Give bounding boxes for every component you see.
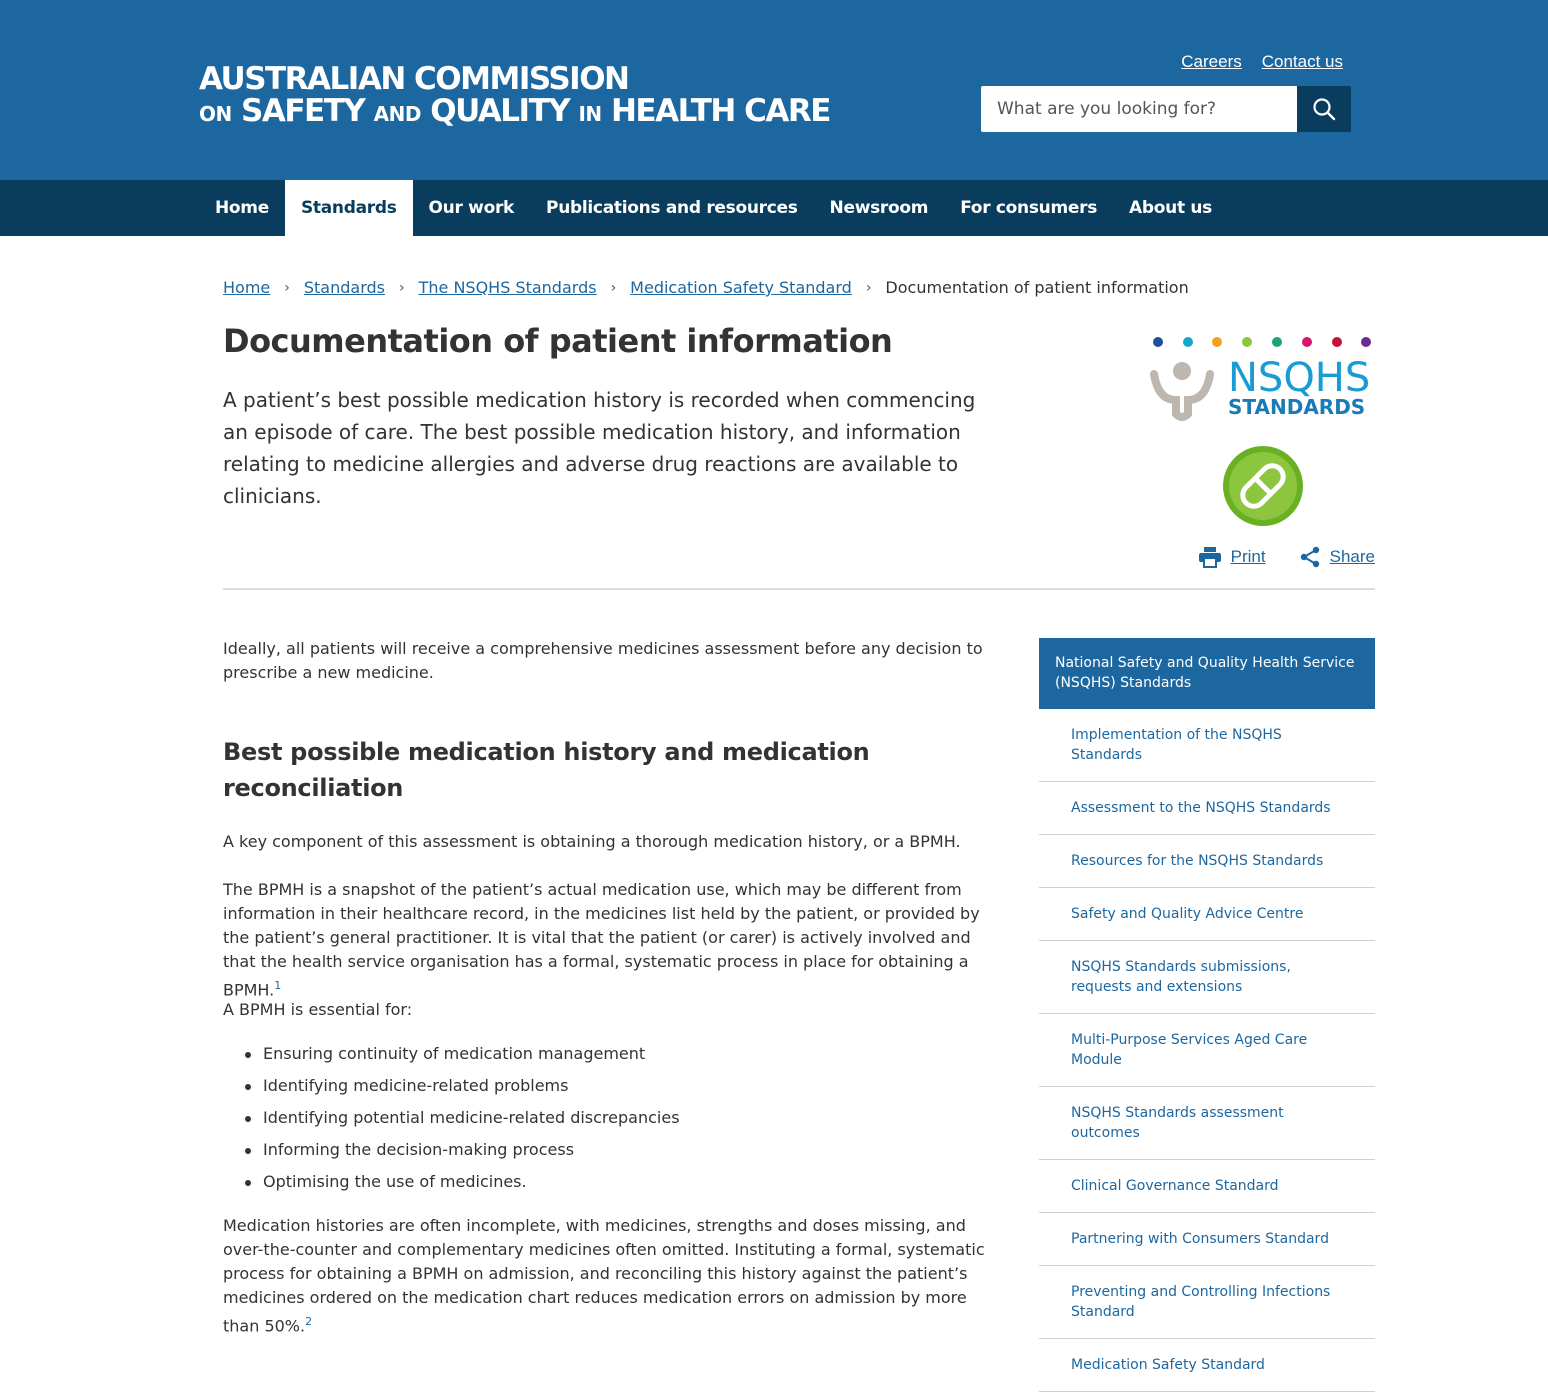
sidebar-item-advice-centre[interactable]: Safety and Quality Advice Centre bbox=[1039, 888, 1375, 941]
paragraph-text: Medication histories are often incomplete, with medicines, strengths and doses missing, and over-the-counter and complementary medicines often omitted. Instituting a formal, systematic process for obtaining a BPMH on admission, and reconciling this history against the patient’s medicines ordered on the medication chart reduces medication errors on admission by more than 50%. bbox=[223, 1216, 985, 1336]
logo-word-safety: SAFETY bbox=[241, 93, 365, 129]
nsqhs-logo-text: NSQHS bbox=[1228, 355, 1371, 401]
sidebar-item-resources[interactable]: Resources for the NSQHS Standards bbox=[1039, 835, 1375, 888]
paragraph-text: The BPMH is a snapshot of the patient’s actual medication use, which may be different from information in their healthcare record, in the medicines list held by the patient, or provided by the patient’s general practitioner. It is vital that the patient (or carer) is actively involved and that the health service organisation has a formal, systematic process in place for obtaining a BPMH. bbox=[223, 880, 980, 1000]
content-paragraph: A BPMH is essential for: bbox=[223, 1000, 413, 1019]
search-input[interactable] bbox=[981, 86, 1297, 132]
print-button[interactable] bbox=[1199, 547, 1266, 567]
sidebar-item-submissions[interactable]: NSQHS Standards submissions, requests and extensions bbox=[1039, 941, 1375, 1014]
nav-item-about-us[interactable]: About us bbox=[1129, 198, 1213, 218]
page-intro: A patient’s best possible medication history is recorded when commencing an episode of care. The best possible medication history, and information relating to medicine allergies and adverse drug reactions are available to clinicians. bbox=[223, 388, 976, 508]
page-actions bbox=[1199, 546, 1375, 568]
medication-pill-icon bbox=[1223, 446, 1303, 526]
share-button[interactable] bbox=[1300, 546, 1375, 568]
content-paragraph: Ideally, all patients will receive a comprehensive medicines assessment before any decision to prescribe a new medicine. bbox=[223, 639, 983, 682]
content-paragraph bbox=[223, 1214, 993, 1338]
share-icon bbox=[1300, 546, 1320, 568]
nav-item-newsroom[interactable]: Newsroom bbox=[829, 198, 929, 218]
chevron-right-icon: › bbox=[610, 279, 617, 296]
logo-word-in: IN bbox=[578, 102, 602, 126]
logo-line-2 bbox=[199, 95, 830, 131]
breadcrumb-standards[interactable]: Standards bbox=[303, 278, 385, 297]
sidebar-item-implementation[interactable]: Implementation of the NSQHS Standards bbox=[1039, 709, 1375, 782]
utility-links bbox=[1181, 52, 1343, 72]
sidebar-list bbox=[1039, 709, 1375, 1392]
careers-link[interactable]: Careers bbox=[1181, 52, 1242, 71]
logo-word-on: ON bbox=[199, 102, 232, 126]
breadcrumb-home[interactable]: Home bbox=[223, 278, 271, 297]
breadcrumb bbox=[223, 278, 1189, 297]
logo-line-1: AUSTRALIAN COMMISSION bbox=[199, 61, 629, 97]
sidebar-item-assessment[interactable]: Assessment to the NSQHS Standards bbox=[1039, 782, 1375, 835]
section-heading: Best possible medication history and medication reconciliation bbox=[223, 738, 870, 802]
sidebar-nav bbox=[1039, 638, 1375, 1392]
content-paragraph: A key component of this assessment is obtaining a thorough medication history, or a BPMH. bbox=[223, 832, 961, 851]
breadcrumb-nsqhs-standards[interactable]: The NSQHS Standards bbox=[418, 278, 597, 297]
sidebar-item-mps-aged-care[interactable]: Multi-Purpose Services Aged Care Module bbox=[1039, 1014, 1375, 1087]
main-nav bbox=[0, 180, 1548, 236]
bullet-list bbox=[245, 1038, 680, 1198]
breadcrumb-current: Documentation of patient information bbox=[885, 278, 1189, 297]
search-icon bbox=[1312, 97, 1336, 121]
page-title: Documentation of patient information bbox=[223, 322, 893, 360]
share-label: Share bbox=[1329, 547, 1375, 566]
list-item: Optimising the use of medicines. bbox=[245, 1166, 680, 1198]
site-logo[interactable] bbox=[199, 61, 830, 131]
content-paragraph bbox=[223, 878, 983, 1002]
nav-item-standards[interactable]: Standards bbox=[285, 180, 413, 236]
nav-item-for-consumers[interactable]: For consumers bbox=[960, 198, 1098, 218]
sidebar-item-medication-safety[interactable]: Medication Safety Standard bbox=[1039, 1339, 1375, 1392]
sidebar-item-clinical-governance[interactable]: Clinical Governance Standard bbox=[1039, 1160, 1375, 1213]
nav-item-our-work[interactable]: Our work bbox=[428, 198, 515, 218]
sidebar-heading[interactable]: National Safety and Quality Health Service (NSQHS) Standards bbox=[1039, 638, 1375, 709]
list-item: Identifying potential medicine-related discrepancies bbox=[245, 1102, 680, 1134]
list-item: Identifying medicine-related problems bbox=[245, 1070, 680, 1102]
sidebar-item-infections[interactable]: Preventing and Controlling Infections Standard bbox=[1039, 1266, 1375, 1339]
chevron-right-icon: › bbox=[284, 279, 290, 296]
nav-item-home[interactable]: Home bbox=[215, 198, 269, 218]
printer-icon bbox=[1199, 547, 1221, 567]
footnote-ref-2[interactable]: 2 bbox=[305, 1315, 313, 1328]
sidebar-item-assessment-outcomes[interactable]: NSQHS Standards assessment outcomes bbox=[1039, 1087, 1375, 1160]
logo-word-quality: QUALITY bbox=[430, 93, 570, 129]
list-item: Ensuring continuity of medication management bbox=[245, 1038, 680, 1070]
nav-item-publications[interactable]: Publications and resources bbox=[546, 198, 798, 218]
sidebar-item-partnering-consumers[interactable]: Partnering with Consumers Standard bbox=[1039, 1213, 1375, 1266]
breadcrumb-medication-safety[interactable]: Medication Safety Standard bbox=[630, 278, 852, 297]
standards-logo-text: STANDARDS bbox=[1228, 395, 1366, 419]
print-label: Print bbox=[1230, 547, 1266, 566]
search-bar bbox=[981, 86, 1351, 132]
logo-word-healthcare: HEALTH CARE bbox=[610, 93, 830, 129]
chevron-right-icon: › bbox=[398, 279, 405, 296]
contact-us-link[interactable]: Contact us bbox=[1261, 52, 1343, 71]
chevron-right-icon: › bbox=[865, 279, 872, 296]
site-header bbox=[0, 0, 1548, 180]
logo-word-and: AND bbox=[373, 102, 421, 126]
search-button[interactable] bbox=[1297, 86, 1351, 132]
footnote-ref-1[interactable]: 1 bbox=[274, 979, 282, 992]
nsqhs-standards-logo bbox=[1146, 334, 1376, 424]
header-divider bbox=[223, 588, 1375, 590]
list-item: Informing the decision-making process bbox=[245, 1134, 680, 1166]
